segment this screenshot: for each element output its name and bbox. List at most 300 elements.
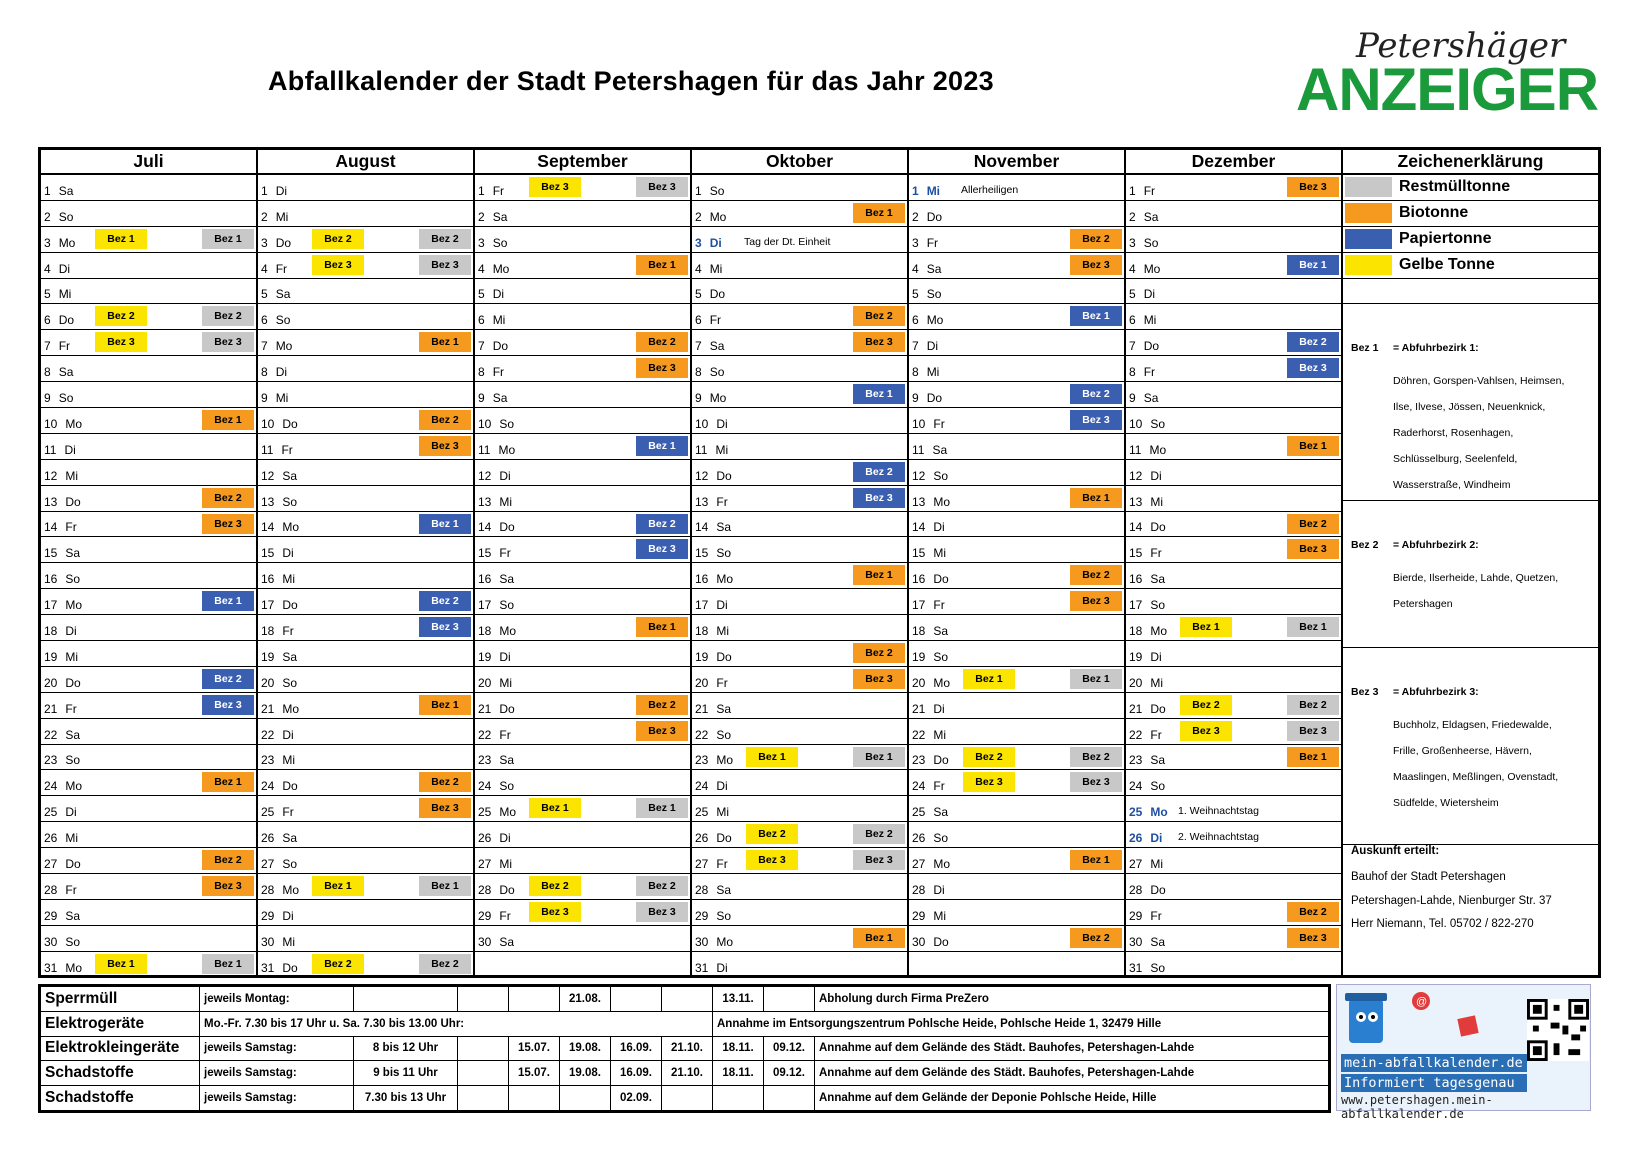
day-label — [695, 262, 722, 276]
day-label — [695, 495, 728, 509]
day-label — [695, 313, 721, 327]
day-number: 7 — [44, 339, 51, 354]
day-number: 10 — [478, 416, 492, 431]
day-row — [1126, 279, 1341, 305]
weekday: So — [716, 546, 732, 561]
day-row — [909, 201, 1124, 227]
weekday: Mo — [926, 313, 944, 328]
logo-script: Petershäger — [1356, 26, 1566, 66]
weekday: Mo — [709, 391, 727, 406]
day-label — [478, 469, 511, 483]
day-label — [261, 339, 292, 353]
collection-date — [713, 1086, 764, 1111]
day-row — [475, 330, 690, 356]
day-number: 25 — [695, 805, 709, 820]
weekday: Mo — [65, 416, 83, 431]
day-row — [41, 822, 256, 848]
weekday: Sa — [933, 624, 949, 639]
day-number: 2 — [478, 209, 485, 224]
contact-line: Auskunft erteilt: — [1351, 845, 1440, 858]
weekday: Fr — [1143, 183, 1156, 198]
day-row — [1126, 770, 1341, 796]
weekday: Mo — [58, 235, 76, 250]
weekday: Di — [58, 261, 71, 276]
collection-badge: Bez 1 — [1287, 617, 1339, 637]
day-label — [1129, 676, 1163, 690]
weekday: Sa — [275, 287, 291, 302]
weekday: Mo — [933, 675, 951, 690]
day-row — [258, 822, 473, 848]
day-number: 26 — [695, 831, 709, 846]
collection-badge: Bez 3 — [853, 332, 905, 352]
day-row — [692, 719, 907, 745]
collection-badge: Bez 3 — [202, 876, 254, 896]
weekday: Fr — [65, 701, 77, 716]
day-row — [258, 382, 473, 408]
day-label — [912, 753, 949, 767]
month-header: Juli — [41, 150, 256, 175]
collection-badge: Bez 1 — [853, 928, 905, 948]
collection-badge: Bez 3 — [1070, 255, 1122, 275]
legend-item — [1343, 201, 1598, 227]
day-label — [1129, 572, 1165, 586]
collection-badge: Bez 1 — [95, 954, 147, 974]
collection-schedule: jeweils Samstag: — [200, 1036, 354, 1061]
collection-badge: Bez 3 — [529, 177, 581, 197]
day-label — [44, 520, 77, 534]
collection-badge: Bez 3 — [419, 255, 471, 275]
day-row — [475, 770, 690, 796]
day-label — [695, 287, 725, 301]
day-row — [1126, 356, 1341, 382]
day-label — [695, 805, 729, 819]
collection-badge: Bez 3 — [202, 332, 254, 352]
day-label — [261, 598, 298, 612]
day-row — [692, 330, 907, 356]
day-number: 6 — [44, 313, 51, 328]
weekday: Do — [1150, 520, 1166, 535]
collection-date — [458, 1061, 509, 1086]
day-label — [261, 365, 287, 379]
day-number: 8 — [695, 365, 702, 380]
day-number: 17 — [44, 598, 58, 613]
day-number: 29 — [478, 908, 492, 923]
day-label — [1129, 702, 1166, 716]
day-label — [1129, 313, 1156, 327]
collection-schedule: jeweils Montag: — [200, 987, 354, 1012]
weekday: Fr — [933, 779, 945, 794]
day-label — [912, 598, 945, 612]
weekday: Mo — [716, 572, 734, 587]
day-row — [475, 512, 690, 538]
app-promo-box[interactable] — [1336, 984, 1591, 1121]
collection-date — [458, 1036, 509, 1061]
day-row — [909, 253, 1124, 279]
weekday: So — [499, 416, 515, 431]
day-label — [261, 728, 294, 742]
day-label — [912, 935, 949, 949]
weekday: Fr — [716, 494, 728, 509]
day-row — [258, 589, 473, 615]
day-row — [692, 900, 907, 926]
day-number: 15 — [695, 546, 709, 561]
day-label — [1129, 857, 1163, 871]
weekday: Do — [282, 416, 298, 431]
day-number: 21 — [912, 701, 926, 716]
day-row — [692, 434, 907, 460]
weekday: Do — [499, 520, 515, 535]
weekday: Mi — [1143, 313, 1157, 328]
day-number: 19 — [695, 649, 709, 664]
day-number: 26 — [44, 831, 58, 846]
weekday: Di — [282, 727, 294, 742]
collection-badge: Bez 1 — [419, 514, 471, 534]
weekday: Mo — [933, 494, 951, 509]
weekday: Fr — [499, 546, 511, 561]
day-label — [478, 572, 514, 586]
day-row — [41, 770, 256, 796]
collection-time: 8 bis 12 Uhr — [354, 1036, 458, 1061]
day-number: 19 — [1129, 649, 1143, 664]
day-row — [692, 926, 907, 952]
collection-date — [764, 1086, 815, 1111]
day-label — [912, 184, 940, 198]
day-label — [478, 805, 516, 819]
collection-badge: Bez 1 — [636, 617, 688, 637]
day-number: 11 — [261, 442, 274, 457]
collection-time: 9 bis 11 Uhr — [354, 1061, 458, 1086]
day-label — [695, 702, 731, 716]
day-row — [1126, 382, 1341, 408]
day-number: 17 — [912, 598, 926, 613]
collection-badge: Bez 2 — [202, 306, 254, 326]
day-number: 26 — [478, 831, 492, 846]
day-row — [692, 563, 907, 589]
collection-row — [41, 1086, 1329, 1111]
weekday: So — [65, 934, 81, 949]
collection-badge: Bez 1 — [1287, 255, 1339, 275]
collection-note: Abholung durch Firma PreZero — [815, 987, 1329, 1012]
day-label — [912, 857, 950, 871]
collection-badge: Bez 3 — [636, 902, 688, 922]
day-label — [912, 805, 948, 819]
day-row — [258, 434, 473, 460]
district-info — [1343, 648, 1598, 845]
month-header: August — [258, 150, 473, 175]
day-row — [41, 615, 256, 641]
weekday: Di — [499, 468, 511, 483]
day-number: 25 — [1129, 805, 1143, 820]
legend-label: Biotonne — [1399, 203, 1469, 221]
day-label — [695, 753, 733, 767]
day-row — [909, 382, 1124, 408]
day-row — [41, 512, 256, 538]
legend-item — [1343, 253, 1598, 279]
collection-badge: Bez 1 — [1287, 436, 1339, 456]
day-row — [909, 693, 1124, 719]
day-row — [258, 874, 473, 900]
day-label — [1129, 184, 1155, 198]
day-label — [478, 702, 515, 716]
day-number: 23 — [695, 753, 709, 768]
weekday: So — [1150, 779, 1166, 794]
day-row — [692, 822, 907, 848]
day-label — [478, 935, 514, 949]
collection-type: Elektrokleingeräte — [41, 1036, 200, 1061]
day-row — [1126, 460, 1341, 486]
contact-info — [1343, 845, 1598, 945]
day-row — [41, 175, 256, 201]
weekday: Sa — [492, 209, 508, 224]
day-number: 17 — [261, 598, 275, 613]
collection-badge: Bez 3 — [636, 539, 688, 559]
day-number: 18 — [478, 624, 492, 639]
collection-type: Schadstoffe — [41, 1086, 200, 1111]
collection-badge: Bez 1 — [1070, 306, 1122, 326]
day-number: 27 — [44, 857, 58, 872]
collection-badge: Bez 2 — [1070, 229, 1122, 249]
weekday: Mi — [716, 624, 730, 639]
collection-type: Sperrmüll — [41, 987, 200, 1012]
day-label — [261, 909, 294, 923]
day-row — [692, 952, 907, 978]
day-label — [261, 961, 298, 975]
day-number: 16 — [478, 572, 492, 587]
weekday: So — [709, 183, 725, 198]
promo-url[interactable]: www.petershagen.mein-abfallkalender.de — [1341, 1093, 1493, 1121]
district-towns — [1393, 368, 1593, 498]
day-row — [41, 227, 256, 253]
collection-badge: Bez 2 — [1070, 384, 1122, 404]
day-number: 7 — [1129, 339, 1136, 354]
day-label — [1129, 210, 1158, 224]
day-number: 5 — [1129, 287, 1136, 302]
weekday: Mo — [65, 779, 83, 794]
day-number: 20 — [44, 675, 58, 690]
day-label — [695, 624, 729, 638]
collection-badge: Bez 2 — [419, 772, 471, 792]
day-label — [261, 391, 288, 405]
day-label — [1129, 753, 1165, 767]
district-town-line: Frille, Großenheerse, Hävern, — [1393, 745, 1532, 758]
day-number: 4 — [261, 261, 268, 276]
day-row — [909, 589, 1124, 615]
weekday: Di — [716, 416, 728, 431]
collection-badge: Bez 2 — [636, 514, 688, 534]
weekday: Fr — [58, 339, 71, 354]
day-row — [258, 201, 473, 227]
legend-label: Papiertonne — [1399, 229, 1492, 247]
day-row — [909, 822, 1124, 848]
collection-note: Annahme im Entsorgungszentrum Pohlsche Heide, Pohlsche Heide 1, 32479 Hille — [713, 1011, 1329, 1036]
collection-badge: Bez 2 — [963, 747, 1015, 767]
collection-badge: Bez 2 — [636, 695, 688, 715]
day-row — [258, 615, 473, 641]
day-label — [261, 753, 295, 767]
day-label — [1129, 650, 1162, 664]
calendar-grid — [38, 147, 1601, 978]
day-number: 6 — [478, 313, 485, 328]
day-row — [475, 822, 690, 848]
district-info — [1343, 501, 1598, 648]
day-number: 13 — [261, 494, 275, 509]
day-row — [909, 279, 1124, 305]
weekday: So — [716, 908, 732, 923]
day-row — [909, 460, 1124, 486]
day-label — [44, 339, 70, 353]
weekday: Do — [65, 494, 81, 509]
collection-date — [509, 987, 560, 1012]
day-label — [261, 702, 299, 716]
weekday: Fr — [275, 261, 288, 276]
legend-item — [1343, 227, 1598, 253]
day-row — [475, 382, 690, 408]
weekday: Fr — [1150, 908, 1162, 923]
weekday: Mi — [65, 649, 79, 664]
day-row — [475, 796, 690, 822]
weekday: So — [933, 468, 949, 483]
day-label — [912, 365, 939, 379]
weekday: Di — [1150, 831, 1163, 846]
day-row — [41, 667, 256, 693]
weekday: Sa — [65, 546, 81, 561]
collection-badge: Bez 2 — [1287, 902, 1339, 922]
day-row — [1126, 537, 1341, 563]
day-label — [912, 210, 942, 224]
day-label — [44, 391, 73, 405]
collection-badge: Bez 1 — [853, 203, 905, 223]
weekday: So — [926, 287, 942, 302]
collection-badge: Bez 1 — [853, 747, 905, 767]
day-row — [1126, 563, 1341, 589]
day-label — [1129, 339, 1159, 353]
day-number: 6 — [1129, 313, 1136, 328]
day-number: 19 — [261, 649, 275, 664]
collection-date: 18.11. — [713, 1036, 764, 1061]
day-row — [692, 874, 907, 900]
day-number: 13 — [478, 494, 492, 509]
day-number: 26 — [261, 831, 275, 846]
day-number: 3 — [695, 235, 702, 250]
weekday: Di — [282, 546, 294, 561]
collection-date: 16.09. — [611, 1036, 662, 1061]
day-row — [909, 615, 1124, 641]
weekday: Fr — [926, 235, 939, 250]
day-row — [1126, 900, 1341, 926]
weekday: So — [58, 391, 74, 406]
day-row — [1126, 486, 1341, 512]
day-label — [1129, 909, 1162, 923]
day-row — [692, 304, 907, 330]
day-number: 14 — [44, 520, 58, 535]
day-label — [261, 676, 297, 690]
day-number: 11 — [44, 442, 57, 457]
day-number: 14 — [1129, 520, 1143, 535]
day-label — [44, 210, 73, 224]
weekday: Mi — [275, 209, 289, 224]
day-label — [695, 339, 724, 353]
weekday: Fr — [1150, 546, 1162, 561]
day-row — [909, 434, 1124, 460]
day-label — [261, 805, 294, 819]
weekday: Mo — [282, 701, 300, 716]
weekday: Di — [933, 520, 945, 535]
contact-line: Herr Niemann, Tel. 05702 / 822-270 — [1351, 918, 1534, 931]
day-row — [1126, 227, 1341, 253]
collection-badge: Bez 1 — [1287, 747, 1339, 767]
weekday: Sa — [1150, 934, 1166, 949]
weekday: Mo — [275, 339, 293, 354]
day-number: 17 — [478, 598, 492, 613]
collection-badge: Bez 2 — [1070, 565, 1122, 585]
collection-badge: Bez 1 — [202, 229, 254, 249]
day-row — [909, 848, 1124, 874]
day-number: 13 — [1129, 494, 1143, 509]
day-label — [1129, 443, 1166, 457]
weekday: Di — [492, 287, 505, 302]
day-row — [475, 563, 690, 589]
day-label — [695, 443, 728, 457]
day-label — [912, 961, 920, 975]
weekday: Fr — [499, 727, 511, 742]
day-row — [475, 615, 690, 641]
day-number: 23 — [44, 753, 58, 768]
day-label — [478, 676, 512, 690]
day-number: 4 — [44, 261, 51, 276]
weekday: Di — [716, 598, 728, 613]
collection-date: 13.11. — [713, 987, 764, 1012]
weekday: Fr — [933, 598, 945, 613]
weekday: So — [1150, 598, 1166, 613]
day-row — [909, 175, 1124, 201]
day-row — [692, 382, 907, 408]
legend-header: Zeichenerklärung — [1343, 150, 1598, 175]
day-label — [44, 417, 82, 431]
day-label — [1129, 624, 1167, 638]
day-row — [909, 719, 1124, 745]
day-label — [695, 650, 732, 664]
day-number: 9 — [912, 391, 919, 406]
day-row — [692, 175, 907, 201]
weekday: Sa — [65, 727, 81, 742]
collection-badge: Bez 2 — [1180, 695, 1232, 715]
day-label — [912, 443, 947, 457]
day-row — [41, 796, 256, 822]
day-label — [44, 857, 81, 871]
day-row — [475, 408, 690, 434]
weekday: Fr — [282, 624, 294, 639]
day-label — [912, 469, 948, 483]
day-label — [44, 961, 82, 975]
day-label — [1129, 961, 1165, 975]
day-label — [912, 236, 938, 250]
day-number: 12 — [1129, 468, 1143, 483]
weekday: Sa — [492, 391, 508, 406]
collection-badge: Bez 3 — [1287, 928, 1339, 948]
weekday: Mo — [282, 882, 300, 897]
collection-row — [41, 1036, 1329, 1061]
day-row — [1126, 330, 1341, 356]
legend-item — [1343, 175, 1598, 201]
day-label — [478, 313, 505, 327]
day-number: 23 — [1129, 753, 1143, 768]
day-number: 5 — [261, 287, 268, 302]
day-label — [44, 546, 80, 560]
collection-time — [354, 987, 458, 1012]
weekday: Fr — [492, 365, 505, 380]
day-label — [1129, 417, 1165, 431]
day-row — [909, 952, 1124, 978]
